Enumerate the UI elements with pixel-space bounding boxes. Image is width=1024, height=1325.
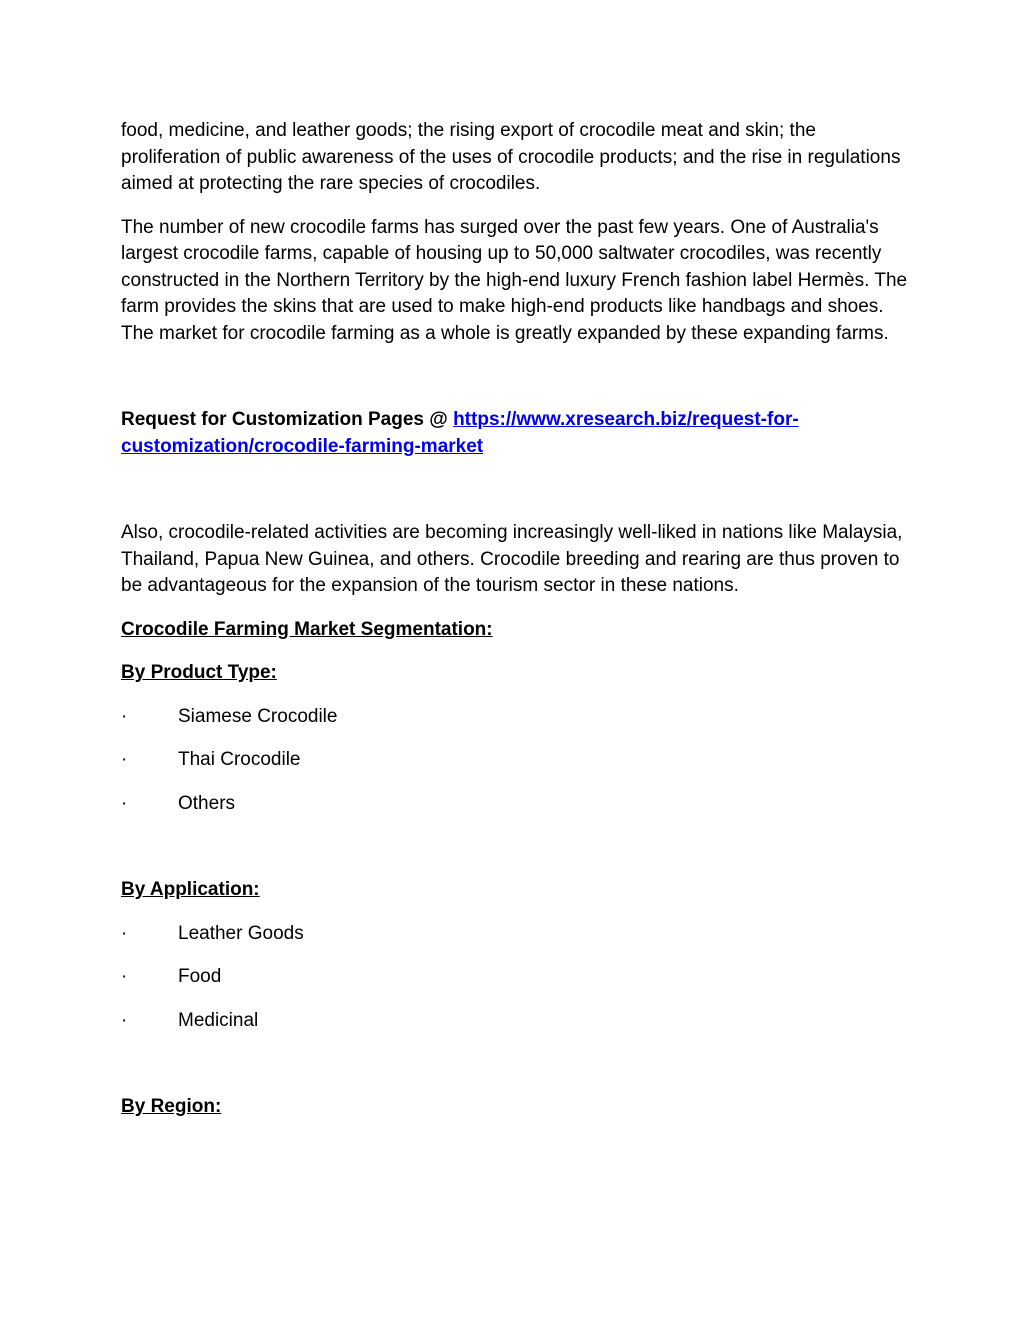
application-heading: By Application: xyxy=(121,879,260,900)
list-item xyxy=(121,747,911,774)
bullet-icon: · xyxy=(121,749,128,770)
bullet-icon: · xyxy=(121,1009,128,1031)
list-item-label: Siamese Crocodile xyxy=(178,705,338,727)
list-item-label: Medicinal xyxy=(178,1009,259,1031)
paragraph-tourism: Also, crocodile-related activities are becoming increasingly well-liked in nations like Malaysia, Thailand, Papua New Guinea, and others. Crocodile breeding and rearing are thus proven to be advantageous for the expansion of the tourism sector in these nations. xyxy=(121,522,903,596)
paragraph-uses-and-regulations: food, medicine, and leather goods; the rising export of crocodile meat and skin; the proliferation of public awareness of the uses of crocodile products; and the rise in regulations aimed at protecting the rare species of crocodiles. xyxy=(121,120,901,194)
customization-label: Request for Customization Pages @ xyxy=(121,409,454,430)
list-item-label: Leather Goods xyxy=(178,922,304,944)
list-item xyxy=(121,791,911,818)
list-item-label: Others xyxy=(178,792,236,814)
list-item-label: Thai Crocodile xyxy=(178,749,301,770)
list-item xyxy=(121,964,911,991)
list-item xyxy=(121,704,911,731)
segmentation-heading: Crocodile Farming Market Segmentation: xyxy=(121,618,493,640)
region-heading: By Region: xyxy=(121,1096,222,1117)
document-page xyxy=(121,118,911,1121)
bullet-icon: · xyxy=(121,966,128,987)
bullet-icon: · xyxy=(121,792,128,814)
bullet-icon: · xyxy=(121,705,128,727)
list-item xyxy=(121,1008,911,1035)
list-item-label: Food xyxy=(178,966,222,987)
product-type-heading: By Product Type: xyxy=(121,662,277,683)
customization-request xyxy=(121,407,911,460)
bullet-icon: · xyxy=(121,922,128,944)
customization-link[interactable]: https://www.xresearch.biz/request-for-customization/crocodile-farming-market xyxy=(121,409,799,457)
list-item xyxy=(121,921,911,948)
paragraph-new-farms: The number of new crocodile farms has surged over the past few years. One of Australia's largest crocodile farms, capable of housing up to 50,000 saltwater crocodiles, was recently constructed in the Northern Territory by the high-end luxury French fashion label Hermès. The farm provides the skins that are used to make high-end products like handbags and shoes. The market for crocodile farming as a whole is greatly expanded by these expanding farms. xyxy=(121,216,908,344)
